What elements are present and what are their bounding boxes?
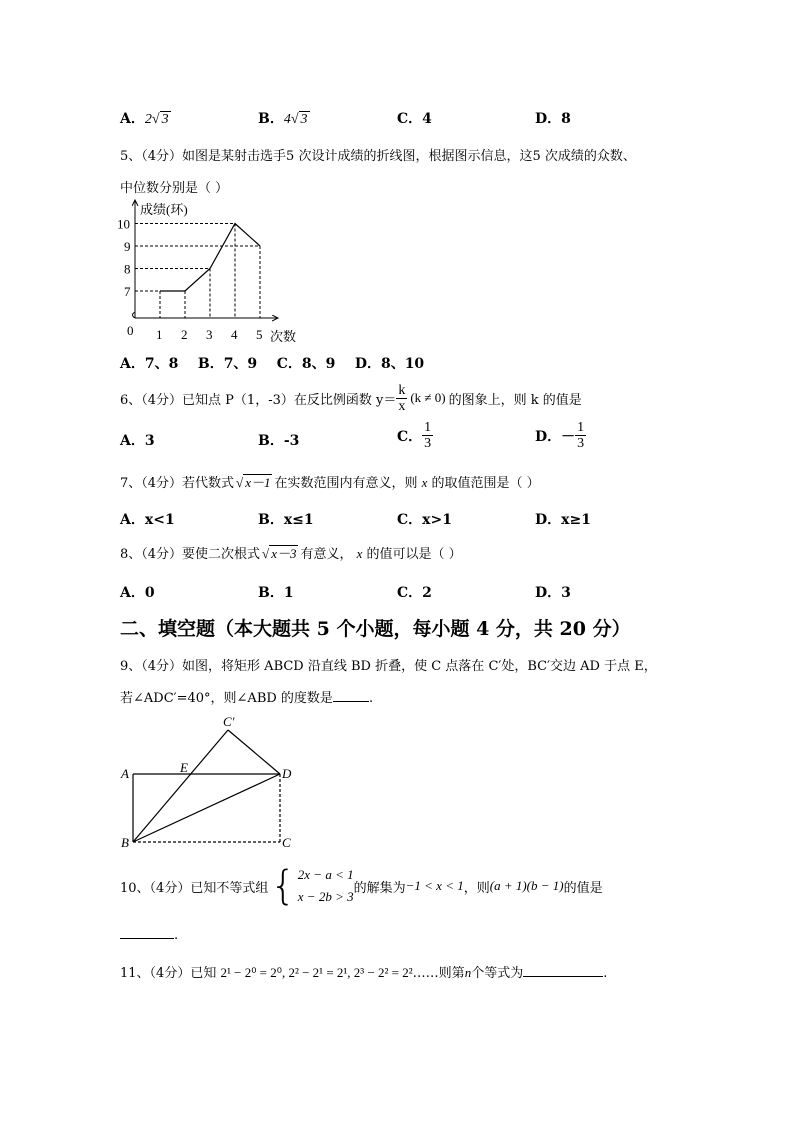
q10-brace: { bbox=[270, 863, 296, 909]
chart-y-tick-label: 9 bbox=[124, 239, 131, 254]
q4-option-b: B．4√ 3 bbox=[258, 111, 308, 127]
q5-option-c: C．8、9 bbox=[276, 356, 336, 372]
q6-option-b: B．-3 bbox=[258, 433, 300, 449]
q8-text: 8、（4分）要使二次根式 √ x－3 有意义， x 的值可以是（ ） bbox=[120, 546, 462, 562]
q11-text: 11、（4分）已知 2¹ − 2⁰ = 2⁰, 2² − 2¹ = 2¹, 2³ − 2² = 2²……则第n个等式为 . bbox=[120, 965, 608, 981]
q10-system: 2x − a < 1 x − 2b > 3 bbox=[297, 867, 354, 904]
q4-option-a: A．2√ 3 bbox=[120, 111, 169, 127]
chart-xlabel: 次数 bbox=[270, 329, 297, 344]
q7-option-b: B．x≤1 bbox=[258, 512, 314, 528]
chart-x-tick-label: 5 bbox=[256, 327, 263, 342]
q6-option-c: C． $\frac{1}{3}$ bbox=[397, 420, 432, 451]
q9-rectangle-figure bbox=[115, 712, 305, 854]
chart-x-tick-label: 4 bbox=[231, 327, 238, 342]
q7-option-c: C．x>1 bbox=[397, 512, 452, 528]
chart-y-tick-label: 8 bbox=[124, 261, 131, 277]
q10-text: 10、（4分）已知不等式组 { 2x − a < 1 x − 2b > 3 的解集为 −1 < x < 1 ，则 (a + 1)(b − 1) 的值是 bbox=[120, 863, 603, 909]
chart-x-tick-label: 3 bbox=[206, 327, 213, 342]
q5-line-chart bbox=[110, 198, 320, 348]
label-c-prime: C′ bbox=[223, 714, 235, 729]
q4-option-c: C．4 bbox=[397, 111, 432, 127]
q10-answer-blank[interactable] bbox=[120, 938, 174, 939]
chart-x-tick-label: 0 bbox=[127, 323, 134, 338]
q9-text-line1: 9、（4分）如图，将矩形 ABCD 沿直线 BD 折叠，使 C 点落在 C′处，BC′交边 AD 于点 E， bbox=[120, 659, 657, 674]
chart-y-tick-label: 7 bbox=[124, 284, 131, 299]
q8-option-d: D．3 bbox=[535, 585, 571, 601]
q10-answer-line: . bbox=[120, 928, 178, 943]
q5-option-b: B．7、9 bbox=[197, 356, 258, 372]
q5-options bbox=[120, 353, 424, 373]
q9-text-line2: 若∠ADC′=40°，则∠ABD 的度数是 . bbox=[120, 691, 374, 706]
label-b: B bbox=[121, 835, 129, 850]
q8-option-a: A．0 bbox=[120, 585, 155, 601]
chart-x-tick-label: 1 bbox=[156, 327, 163, 342]
chart-x-tick-label: 2 bbox=[181, 327, 188, 342]
q11-answer-blank[interactable] bbox=[523, 976, 603, 977]
label-c: C bbox=[282, 835, 291, 850]
q7-option-d: D．x≥1 bbox=[535, 512, 591, 528]
q5-text-line1: 5、（4分）如图是某射击选手5 次设计成绩的折线图，根据图示信息，这5 次成绩的众数、 bbox=[120, 149, 636, 164]
label-e: E bbox=[180, 760, 188, 775]
fig-bd bbox=[133, 774, 280, 842]
label-a: A bbox=[121, 766, 129, 781]
q5-option-d: D．8、10 bbox=[354, 356, 425, 372]
q9-answer-blank[interactable] bbox=[333, 701, 369, 702]
q6-fraction: $\frac{k}{x}$ bbox=[398, 382, 406, 414]
q7-text: 7、（4分）若代数式 √ x－1 在实数范围内有意义，则 x 的取值范围是（ ） bbox=[120, 475, 540, 491]
q6-option-d: D．－ $\frac{1}{3}$ bbox=[535, 420, 585, 451]
q4-option-d: D．8 bbox=[535, 111, 571, 127]
chart-y-tick-label: 10 bbox=[117, 216, 130, 232]
q8-option-b: B．1 bbox=[258, 585, 294, 601]
section-title: 二、填空题（本大题共 5 个小题，每小题 4 分，共 20 分） bbox=[120, 618, 631, 640]
q6-text: 6、（4分）已知点 P（1，-3）在反比例函数 y＝ $\frac{k}{x}$ (k ≠ 0) 的图象上，则 k 的值是 bbox=[120, 382, 582, 414]
q7-option-a: A．x<1 bbox=[120, 512, 175, 528]
q5-option-a: A．7、8 bbox=[120, 356, 179, 372]
q5-text-line2: 中位数分别是（ ） bbox=[120, 181, 229, 196]
q8-option-c: C．2 bbox=[397, 585, 432, 601]
chart-ylabel: 成绩(环) bbox=[140, 202, 188, 217]
fig-c-prime-d bbox=[228, 730, 280, 774]
fig-bc-prime bbox=[133, 730, 228, 842]
q6-option-a: A．3 bbox=[120, 433, 155, 449]
label-d: D bbox=[282, 766, 292, 781]
